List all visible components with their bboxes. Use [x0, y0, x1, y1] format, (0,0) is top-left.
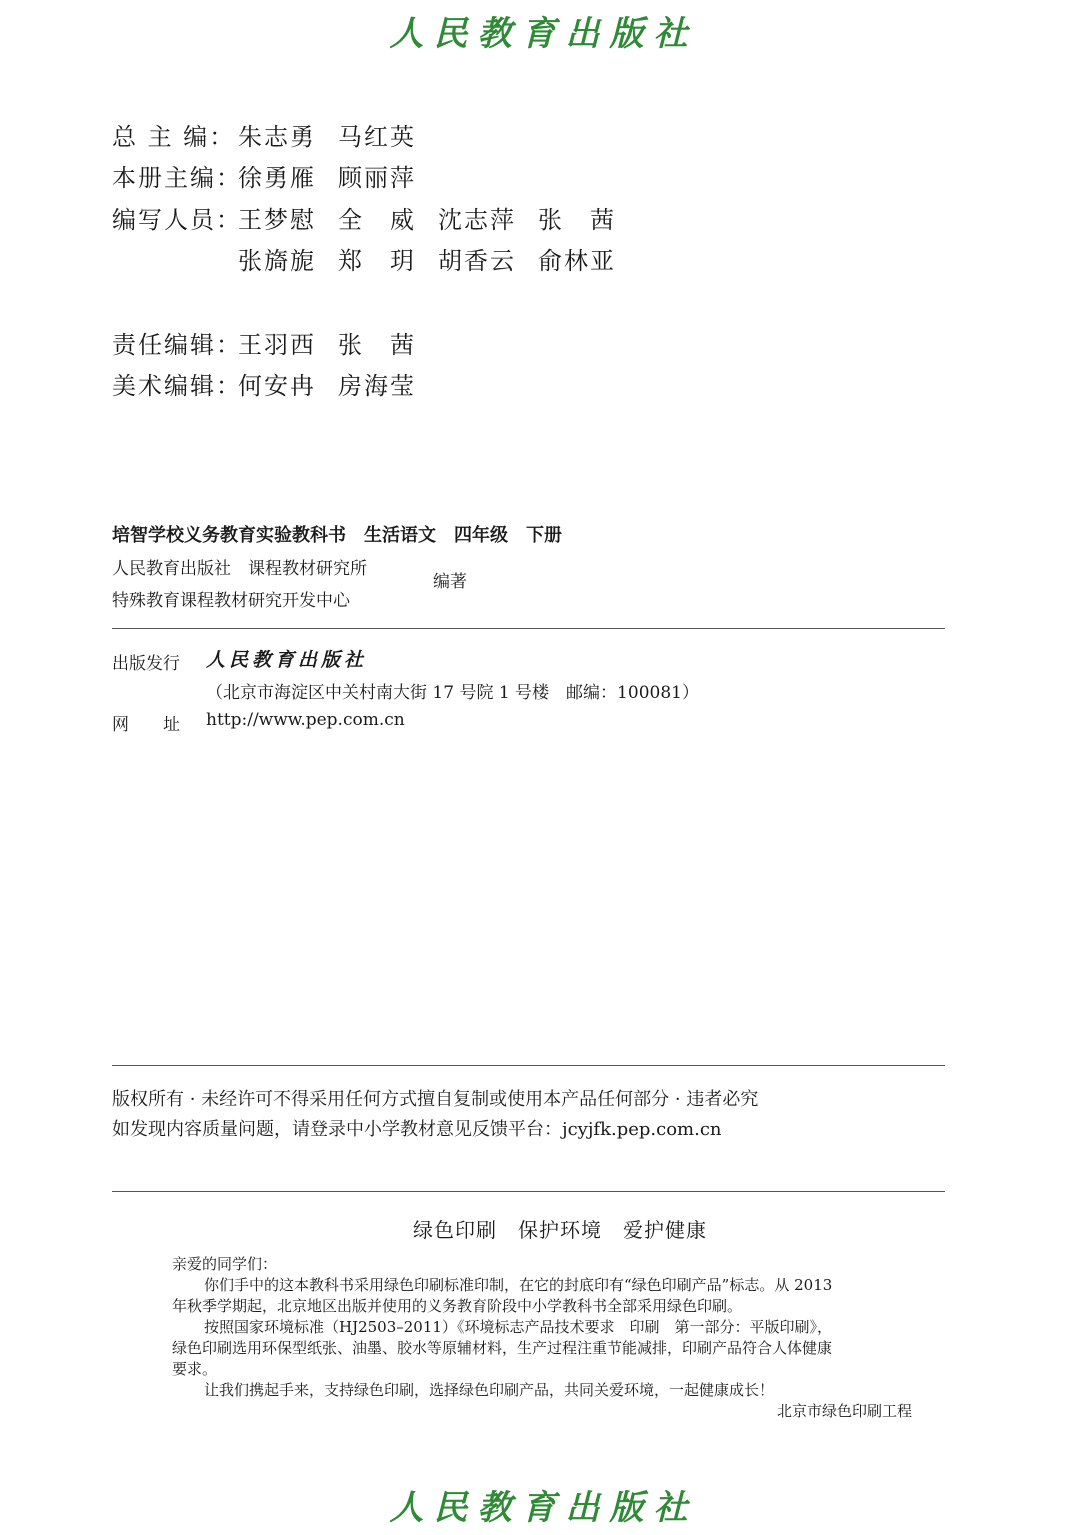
credit-name: 郑 玥: [338, 247, 416, 275]
credit-row: [112, 158, 438, 193]
credit-name: 全 威: [338, 206, 416, 234]
credit-label: 编写人员：: [112, 206, 242, 234]
notice-p1a: 你们手中的这本教科书采用绿色印刷标准印制，在它的封底印有“绿色印刷产品”标志。从 2013: [204, 1276, 833, 1294]
credit-name: 张 茜: [538, 206, 616, 234]
credit-row: [112, 241, 638, 276]
author-line-2: 特殊教育课程教材研究开发中心: [112, 591, 350, 611]
author-role: 编著: [433, 572, 467, 592]
book-title: 培智学校义务教育实验教科书 生活语文 四年级 下册: [112, 525, 562, 546]
credit-name: 朱志勇: [238, 123, 316, 151]
publisher-logo-inline: 人民教育出版社: [206, 649, 368, 671]
credit-label: 美术编辑：: [112, 372, 242, 400]
credit-name: 王梦慰: [238, 206, 316, 234]
website-url: http://www.pep.com.cn: [206, 710, 405, 730]
credit-row: [112, 366, 438, 401]
credit-name: 顾丽萍: [338, 164, 416, 192]
divider: [112, 628, 945, 629]
credit-row: [112, 117, 438, 152]
feedback-notice: 如发现内容质量问题，请登录中小学教材意见反馈平台：jcyjfk.pep.com.cn: [112, 1119, 722, 1140]
credit-name: 俞林亚: [538, 247, 616, 275]
credit-name: 王羽西: [238, 331, 316, 359]
author-line-1: 人民教育出版社 课程教材研究所: [112, 559, 367, 579]
credit-label: 总 主 编：: [112, 123, 236, 151]
credit-name: 沈志萍: [438, 206, 516, 234]
notice-p2a: 按照国家环境标准（HJ2503–2011）《环境标志产品技术要求 印刷 第一部分：平版印刷》，: [204, 1318, 832, 1336]
credit-name: 何安冉: [238, 372, 316, 400]
website-label: 网 址: [112, 715, 180, 735]
credit-label: 本册主编：: [112, 164, 242, 192]
publisher-address: （北京市海淀区中关村南大街 17 号院 1 号楼 邮编：100081）: [206, 683, 699, 703]
credit-label: 责任编辑：: [112, 331, 242, 359]
publisher-logo-bottom: 人民教育出版社: [389, 1488, 698, 1528]
credit-row: [112, 325, 438, 360]
notice-p1b: 年秋季学期起，北京地区出版并使用的义务教育阶段中小学教科书全部采用绿色印刷。: [172, 1297, 743, 1315]
green-print-notice: [172, 1254, 912, 1422]
copyright-notice: 版权所有 · 未经许可不得采用任何方式擅自复制或使用本产品任何部分 · 违者必究: [112, 1089, 759, 1110]
notice-signature: 北京市绿色印刷工程: [776, 1402, 912, 1420]
credit-name: 徐勇雁: [238, 164, 316, 192]
divider: [112, 1065, 945, 1066]
green-print-heading: 绿色印刷 保护环境 爱护健康: [413, 1218, 707, 1242]
credit-name: 房海莹: [338, 372, 416, 400]
publish-label: 出版发行: [112, 654, 180, 674]
credit-name: 张 茜: [338, 331, 416, 359]
notice-p2b: 绿色印刷选用环保型纸张、油墨、胶水等原辅材料，生产过程注重节能减排，印刷产品符合人体健康: [172, 1339, 833, 1357]
credit-name: 胡香云: [438, 247, 516, 275]
credit-name: 张旖旎: [238, 247, 316, 275]
notice-p3: 让我们携起手来，支持绿色印刷，选择绿色印刷产品，共同关爱环境，一起健康成长！: [204, 1381, 775, 1399]
greeting: 亲爱的同学们：: [172, 1255, 278, 1273]
notice-p2c: 要求。: [172, 1360, 218, 1378]
credit-name: 马红英: [338, 123, 416, 151]
credit-row: [112, 200, 638, 235]
publisher-logo-top: 人民教育出版社: [389, 14, 698, 54]
divider: [112, 1191, 945, 1192]
